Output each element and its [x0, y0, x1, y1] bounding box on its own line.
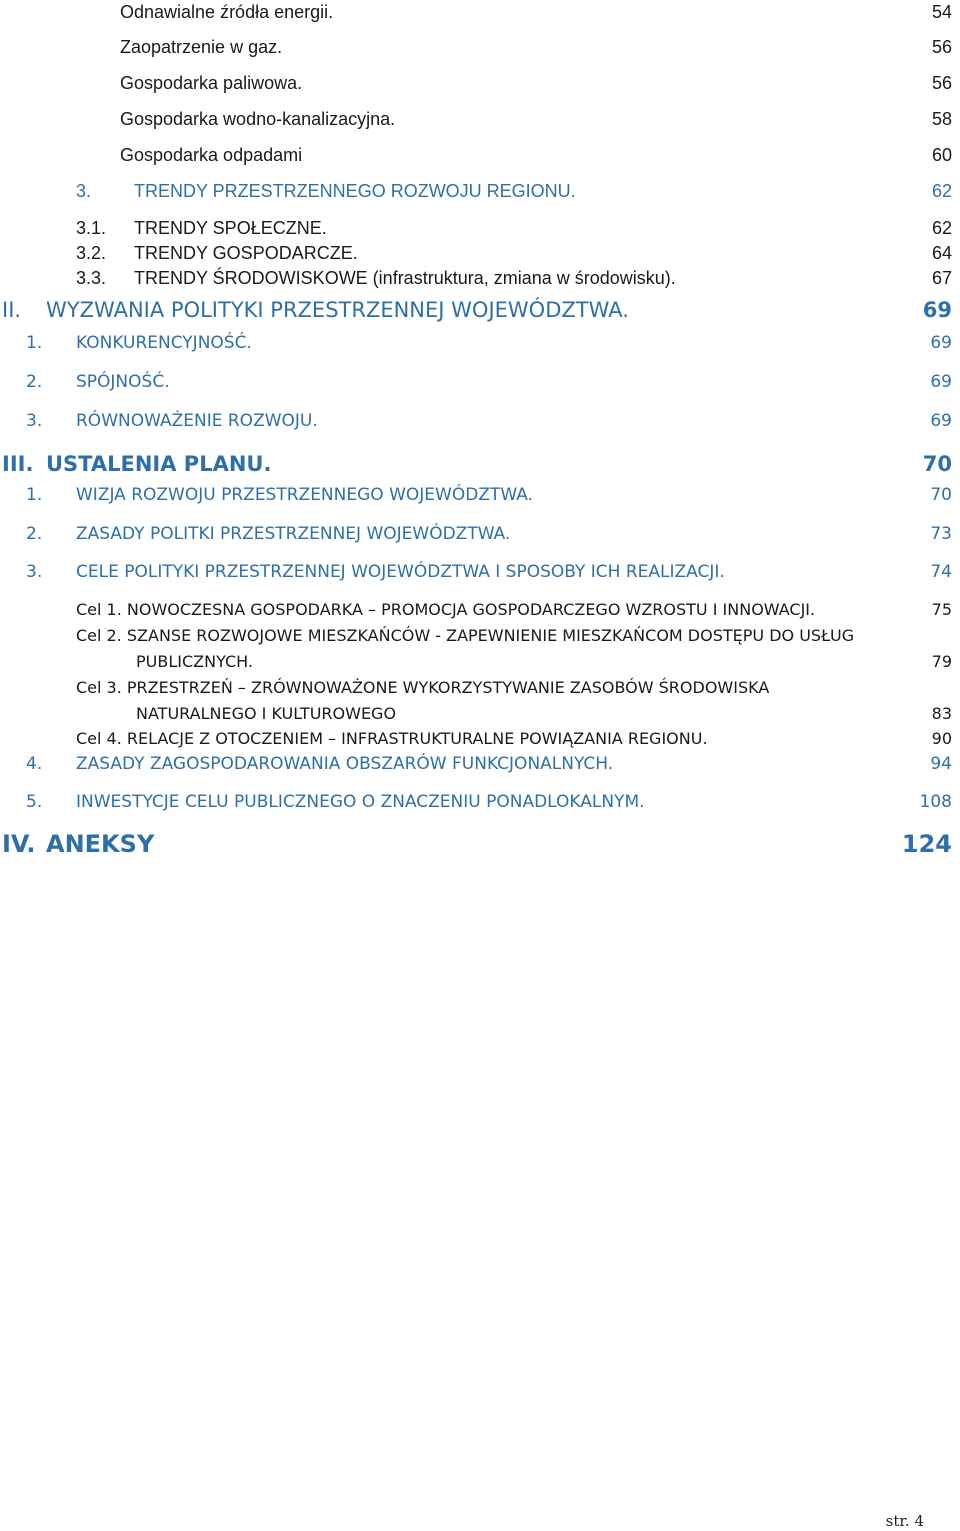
toc-title: TRENDY SPOŁECZNE. — [134, 218, 327, 238]
toc-page: 70 — [930, 485, 952, 505]
toc-item-page: 54 — [931, 2, 952, 22]
toc-item-title: Gospodarka paliwowa. — [120, 73, 303, 93]
toc-page: 69 — [930, 333, 952, 353]
toc-title-line1: Cel 2. SZANSE ROZWOJOWE MIESZKAŃCÓW - ZAPEWNIENIE MIESZKAŃCOM DOSTĘPU DO USŁUG — [76, 626, 855, 645]
toc-item-title: Zaopatrzenie w gaz. — [120, 37, 283, 57]
toc-page: 74 — [930, 562, 952, 582]
toc-title: WYZWANIA POLITYKI PRZESTRZENNEJ WOJEWÓDZTWA. — [46, 298, 629, 322]
toc-page: 75 — [931, 600, 952, 619]
toc-page: 62 — [931, 218, 952, 238]
toc-item-page: 56 — [931, 73, 952, 93]
toc-title: SPÓJNOŚĆ. — [76, 372, 170, 392]
toc-item-title: Odnawialne źródła energii. — [120, 2, 334, 22]
toc-page: 108 — [919, 792, 952, 812]
toc-page: 79 — [931, 652, 952, 671]
toc-num: IV. — [2, 830, 36, 858]
toc-page: 90 — [931, 729, 952, 748]
toc-title: Cel 1. NOWOCZESNA GOSPODARKA – PROMOCJA GOSPODARCZEGO WZROSTU I INNOWACJI. — [76, 600, 816, 619]
toc-title: RÓWNOWAŻENIE ROZWOJU. — [76, 411, 318, 431]
toc-title: ANEKSY — [46, 830, 155, 858]
toc-page: 69 — [922, 298, 952, 322]
page-number: str. 4 — [885, 1512, 924, 1530]
toc-num: 5. — [26, 792, 43, 812]
toc-num: 3.1. — [76, 218, 107, 238]
toc-page: 69 — [930, 372, 952, 392]
toc-item-page: 58 — [931, 109, 952, 129]
toc-title: ZASADY POLITKI PRZESTRZENNEJ WOJEWÓDZTWA. — [76, 524, 511, 544]
toc-title: CELE POLITYKI PRZESTRZENNEJ WOJEWÓDZTWA I SPOSOBY ICH REALIZACJI. — [76, 562, 725, 582]
toc-title: INWESTYCJE CELU PUBLICZNEGO O ZNACZENIU PONADLOKALNYM. — [76, 792, 645, 812]
toc-page: 124 — [901, 830, 952, 858]
toc-title: TRENDY GOSPODARCZE. — [134, 243, 358, 263]
toc-num: II. — [2, 298, 22, 322]
toc-title: KONKURENCYJNOŚĆ. — [76, 333, 252, 353]
toc-num: 1. — [26, 333, 43, 353]
toc-title-line2: PUBLICZNYCH. — [136, 652, 253, 671]
toc-num: 3. — [26, 411, 43, 431]
toc-num: 2. — [26, 524, 43, 544]
toc-page: 94 — [930, 754, 952, 774]
toc-page: 73 — [930, 524, 952, 544]
toc-title: ZASADY ZAGOSPODAROWANIA OBSZARÓW FUNKCJONALNYCH. — [76, 754, 614, 774]
toc-item-page: 56 — [931, 37, 952, 57]
toc-num: 3.2. — [76, 243, 107, 263]
toc-page: 69 — [930, 411, 952, 431]
toc-item-page: 60 — [931, 145, 952, 165]
toc-num: 3. — [76, 181, 92, 201]
toc-title: Cel 4. RELACJE Z OTOCZENIEM – INFRASTRUKTURALNE POWIĄZANIA REGIONU. — [76, 729, 708, 748]
toc-num: 1. — [26, 485, 43, 505]
toc-num: 3. — [26, 562, 43, 582]
toc-num: 2. — [26, 372, 43, 392]
toc-item-title: Gospodarka odpadami — [120, 145, 303, 165]
toc-title-line1: Cel 3. PRZESTRZEŃ – ZRÓWNOWAŻONE WYKORZYSTYWANIE ZASOBÓW ŚRODOWISKA — [76, 678, 770, 697]
toc-num: 3.3. — [76, 268, 107, 288]
toc-num: III. — [2, 452, 34, 476]
toc-title: USTALENIA PLANU. — [46, 452, 272, 476]
toc-page: 62 — [931, 181, 952, 201]
toc-title: WIZJA ROZWOJU PRZESTRZENNEGO WOJEWÓDZTWA. — [76, 485, 533, 505]
toc-item-title: Gospodarka wodno-kanalizacyjna. — [120, 109, 396, 129]
toc-title-line2: NATURALNEGO I KULTUROWEGO — [136, 704, 397, 723]
toc-title: TRENDY ŚRODOWISKOWE (infrastruktura, zmiana w środowisku). — [134, 268, 676, 288]
toc-page: 64 — [931, 243, 952, 263]
toc-num: 4. — [26, 754, 43, 774]
toc-title: TRENDY PRZESTRZENNEGO ROZWOJU REGIONU. — [134, 181, 576, 201]
toc-page: 83 — [931, 704, 952, 723]
toc-page: 67 — [931, 268, 952, 288]
toc-page: 70 — [922, 452, 952, 476]
